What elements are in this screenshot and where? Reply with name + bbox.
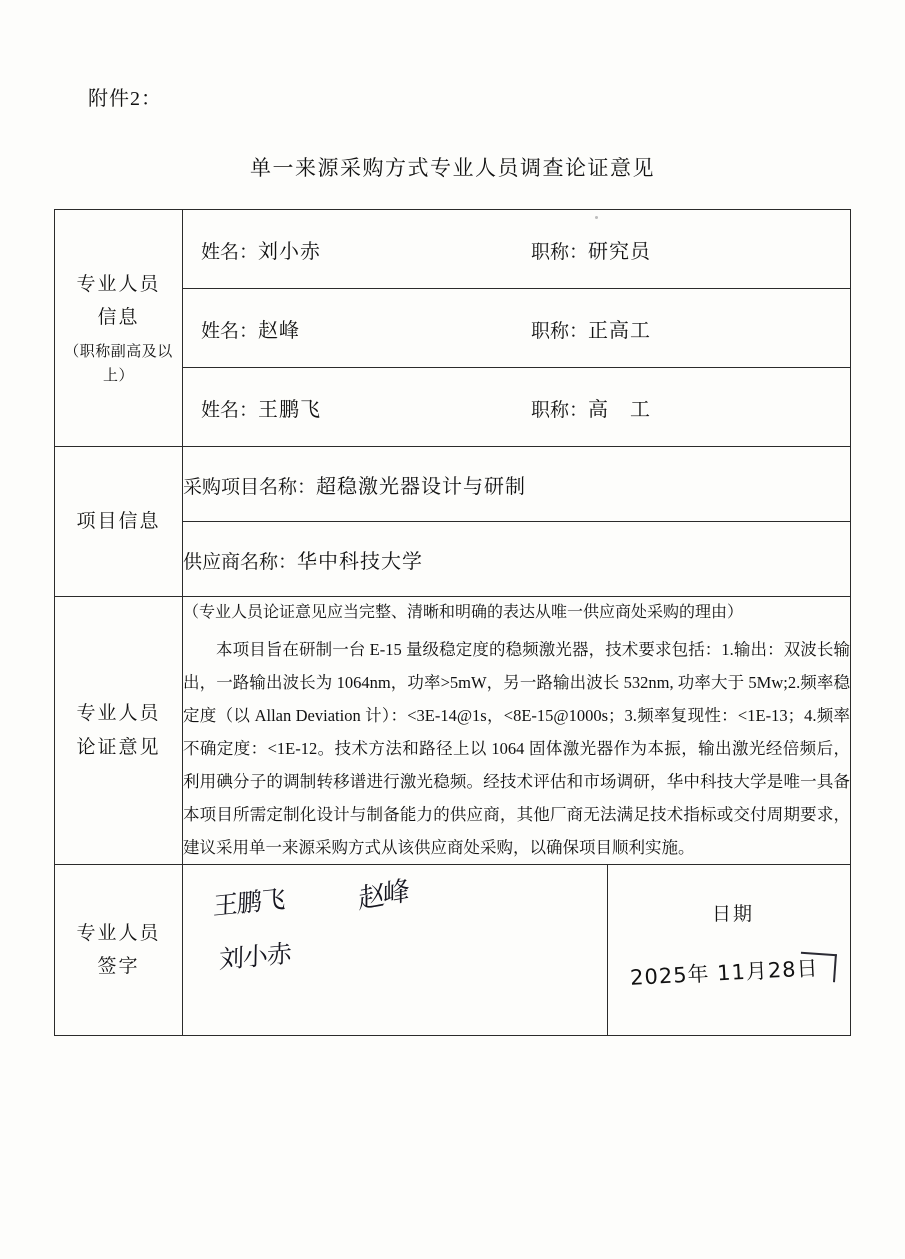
title-prefix: 职称：	[531, 320, 589, 342]
staff-title-3: 高 工	[588, 396, 652, 421]
staff-person-3	[183, 368, 851, 447]
title-prefix: 职称：	[531, 399, 589, 421]
supplier-name-cell	[183, 522, 851, 597]
date-value: 2025年 11月28日	[629, 956, 820, 990]
staff-info-label	[55, 210, 183, 447]
staff-name-3: 王鹏飞	[258, 396, 322, 421]
name-prefix: 姓名：	[201, 320, 259, 342]
staff-title-2: 正高工	[588, 317, 652, 342]
opinion-label	[55, 597, 183, 865]
supplier-name-value: 华中科技大学	[297, 548, 424, 573]
opinion-note: （专业人员论证意见应当完整、清晰和明确的表达从唯一供应商处采购的理由）	[183, 604, 744, 621]
page-title: 单一来源采购方式专业人员调查论证意见	[250, 156, 655, 180]
table-row	[55, 447, 851, 522]
staff-label-line1: 专业人员	[76, 273, 161, 295]
staff-label-sub: （职称副高及以上）	[64, 344, 173, 385]
staff-name-1: 刘小赤	[258, 238, 322, 263]
signature-label	[55, 865, 183, 1036]
staff-title-1: 研究员	[588, 238, 652, 263]
supplier-name-prefix: 供应商名称：	[183, 551, 298, 573]
date-cell	[608, 865, 851, 1036]
attachment-label: 附件2：	[88, 88, 162, 110]
signature-3: 刘小赤	[218, 938, 292, 975]
signature-label-line1: 专业人员	[76, 922, 161, 944]
name-prefix: 姓名：	[201, 241, 259, 263]
opinion-label-line1: 专业人员	[76, 703, 161, 725]
name-prefix: 姓名：	[201, 399, 259, 421]
staff-person-2	[183, 289, 851, 368]
signature-1: 王鹏飞	[212, 884, 286, 921]
signature-label-line2: 签字	[97, 956, 140, 977]
project-name-cell	[183, 447, 851, 522]
paper-smudge	[595, 216, 598, 219]
signature-area-cell	[183, 865, 608, 1036]
title-prefix: 职称：	[531, 241, 589, 263]
date-label: 日期	[712, 904, 755, 925]
survey-form-table	[54, 209, 851, 1036]
project-info-label: 项目信息	[55, 447, 183, 597]
table-row	[55, 210, 851, 289]
signature-2: 赵峰	[358, 875, 408, 916]
project-name-prefix: 采购项目名称：	[183, 476, 317, 498]
staff-name-2: 赵峰	[258, 317, 301, 342]
opinion-content-cell	[183, 597, 851, 865]
table-row	[55, 597, 851, 865]
opinion-label-line2: 论证意见	[76, 736, 161, 758]
pen-mark-icon	[799, 952, 837, 982]
staff-label-line2: 信息	[97, 307, 140, 328]
opinion-body-text: 本项目旨在研制一台 E-15 量级稳定度的稳频激光器，技术要求包括：1.输出：双波长输出，一路输出波长为 1064nm，功率>5mW，另一路输出波长 532nm, 功率大于 5Mw;2.频率稳定度（以 Allan Deviation 计）：<3E-14@1s，<8E-15@1000s；3.频率复现性：<1E-13；4.频率不确定度：<1E-12。技术方法和路径上以 1064 固体激光器作为本振，输出激光经倍频后，利用碘分子的调制转移谱进行激光稳频。经技术评估和市场调研，华中科技大学是唯一具备本项目所需定制化设计与制备能力的供应商，其他厂商无法满足技术指标或交付周期要求，建议采用单一来源采购方式从该供应商处采购，以确保项目顺利实施。	[183, 640, 851, 857]
staff-person-1	[183, 210, 851, 289]
table-row	[55, 865, 851, 1036]
project-name-value: 超稳激光器设计与研制	[316, 473, 527, 498]
